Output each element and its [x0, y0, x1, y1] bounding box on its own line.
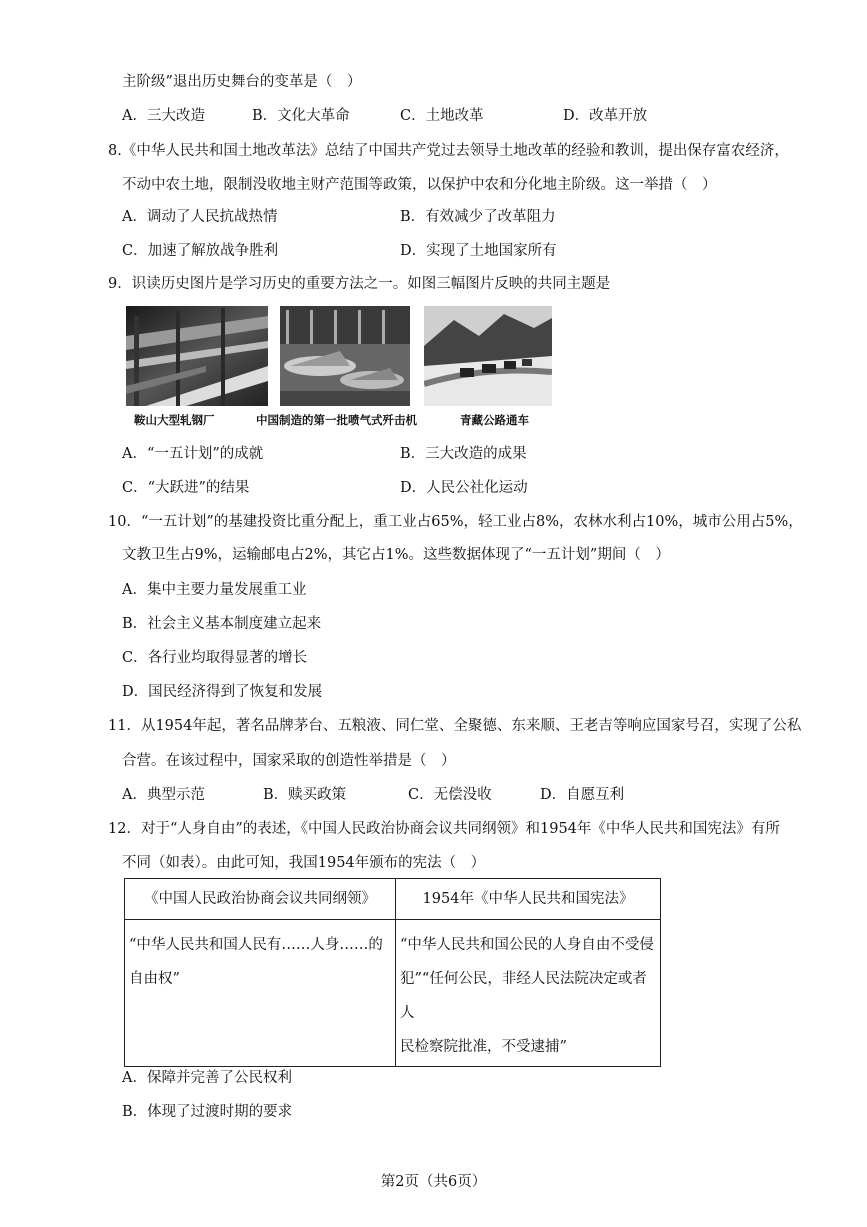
- cell-line: “中华人民共和国公民的人身自由不受侵: [400, 937, 654, 953]
- common-program-cell: [125, 920, 396, 1067]
- q12-stem-line1: 12．对于“人身自由”的表述，《中国人民政治协商会议共同纲领》和1954年《中华人民共和国宪法》有所: [108, 821, 780, 837]
- table-header-common-program: 《中国人民政治协商会议共同纲领》: [125, 879, 396, 920]
- q11-stem-line1: 11．从1954年起，著名品牌茅台、五粮液、同仁堂、全聚德、东来顺、王老吉等响应国家号召，实现了公私: [108, 718, 802, 734]
- q10-stem-line2: 文教卫生占9%，运输邮电占2%，其它占1%。这些数据体现了“一五计划”期间（ ）: [122, 547, 670, 563]
- q11-option-b[interactable]: B．赎买政策: [263, 787, 347, 803]
- jet-fighter-photo: [280, 306, 410, 406]
- q8-stem-line2: 不动中农土地，限制没收地主财产范围等政策，以保护中农和分化地主阶级。这一举措（ ）: [122, 177, 717, 193]
- cell-line: 民检察院批准，不受逮捕”: [400, 1039, 567, 1055]
- q11-option-c[interactable]: C．无偿没收: [408, 787, 492, 803]
- q11-stem-line2: 合营。在该过程中，国家采取的创造性举措是（ ）: [122, 753, 456, 769]
- cell-line: 自由权”: [129, 971, 180, 987]
- q10-option-c[interactable]: C．各行业均取得显著的增长: [122, 650, 308, 666]
- qinghai-tibet-road-photo: [424, 306, 552, 406]
- table-header-constitution-1954: 1954年《中华人民共和国宪法》: [396, 879, 661, 920]
- q7-option-a[interactable]: A．三大改造: [122, 108, 205, 124]
- constitution-cell: [396, 920, 661, 1067]
- table-header-row: [125, 879, 661, 920]
- photo-caption-2: 中国制造的第一批喷气式歼击机: [256, 413, 417, 427]
- q8-option-b[interactable]: B．有效减少了改革阻力: [400, 209, 556, 225]
- cell-line: “中华人民共和国人民有……人身……的: [129, 937, 383, 953]
- q10-option-b[interactable]: B．社会主义基本制度建立起来: [122, 616, 322, 632]
- q7-stem-tail: 主阶级”退出历史舞台的变革是（ ）: [122, 74, 362, 90]
- q9-option-d[interactable]: D．人民公社化运动: [400, 480, 528, 496]
- q9-option-b[interactable]: B．三大改造的成果: [400, 446, 527, 462]
- q10-stem-line1: 10．“一五计划”的基建投资比重分配上，重工业占65%，轻工业占8%，农林水利占10%，城市公用占5%，: [108, 514, 803, 530]
- q9-option-a[interactable]: A．“一五计划”的成就: [122, 446, 264, 462]
- q7-option-d[interactable]: D．改革开放: [563, 108, 648, 124]
- q9-stem: 9．识读历史图片是学习历史的重要方法之一。如图三幅图片反映的共同主题是: [108, 276, 611, 292]
- q10-option-d[interactable]: D．国民经济得到了恢复和发展: [122, 684, 323, 700]
- q9-photo-group: [122, 306, 554, 430]
- q10-option-a[interactable]: A．集中主要力量发展重工业: [122, 582, 307, 598]
- page-footer: 第2页（共6页）: [380, 1174, 487, 1190]
- q12-option-a[interactable]: A．保障并完善了公民权利: [122, 1070, 292, 1086]
- table-row: [125, 920, 661, 1067]
- q8-option-a[interactable]: A．调动了人民抗战热情: [122, 209, 278, 225]
- q7-option-b[interactable]: B．文化大革命: [252, 108, 350, 124]
- cell-line: 犯”“任何公民，非经人民法院决定或者人: [400, 971, 647, 1021]
- rolling-mill-photo: [126, 306, 268, 406]
- q8-option-d[interactable]: D．实现了土地国家所有: [400, 243, 557, 259]
- q12-stem-line2: 不同（如表）。由此可知，我国1954年颁布的宪法（ ）: [122, 855, 486, 871]
- q11-option-d[interactable]: D．自愿互利: [540, 787, 625, 803]
- q9-option-c[interactable]: C．“大跃进”的结果: [122, 480, 250, 496]
- q8-stem-line1: 8.《中华人民共和国土地改革法》总结了中国共产党过去领导土地改革的经验和教训，提出保存富农经济，: [108, 143, 789, 159]
- q11-option-a[interactable]: A．典型示范: [122, 787, 205, 803]
- photo-caption-3: 青藏公路通车: [460, 413, 529, 427]
- photo-caption-1: 鞍山大型轧钢厂: [134, 413, 215, 427]
- comparison-table: [124, 878, 661, 1067]
- q8-option-c[interactable]: C．加速了解放战争胜利: [122, 243, 279, 259]
- q7-option-c[interactable]: C．土地改革: [400, 108, 484, 124]
- q12-option-b[interactable]: B．体现了过渡时期的要求: [122, 1104, 293, 1120]
